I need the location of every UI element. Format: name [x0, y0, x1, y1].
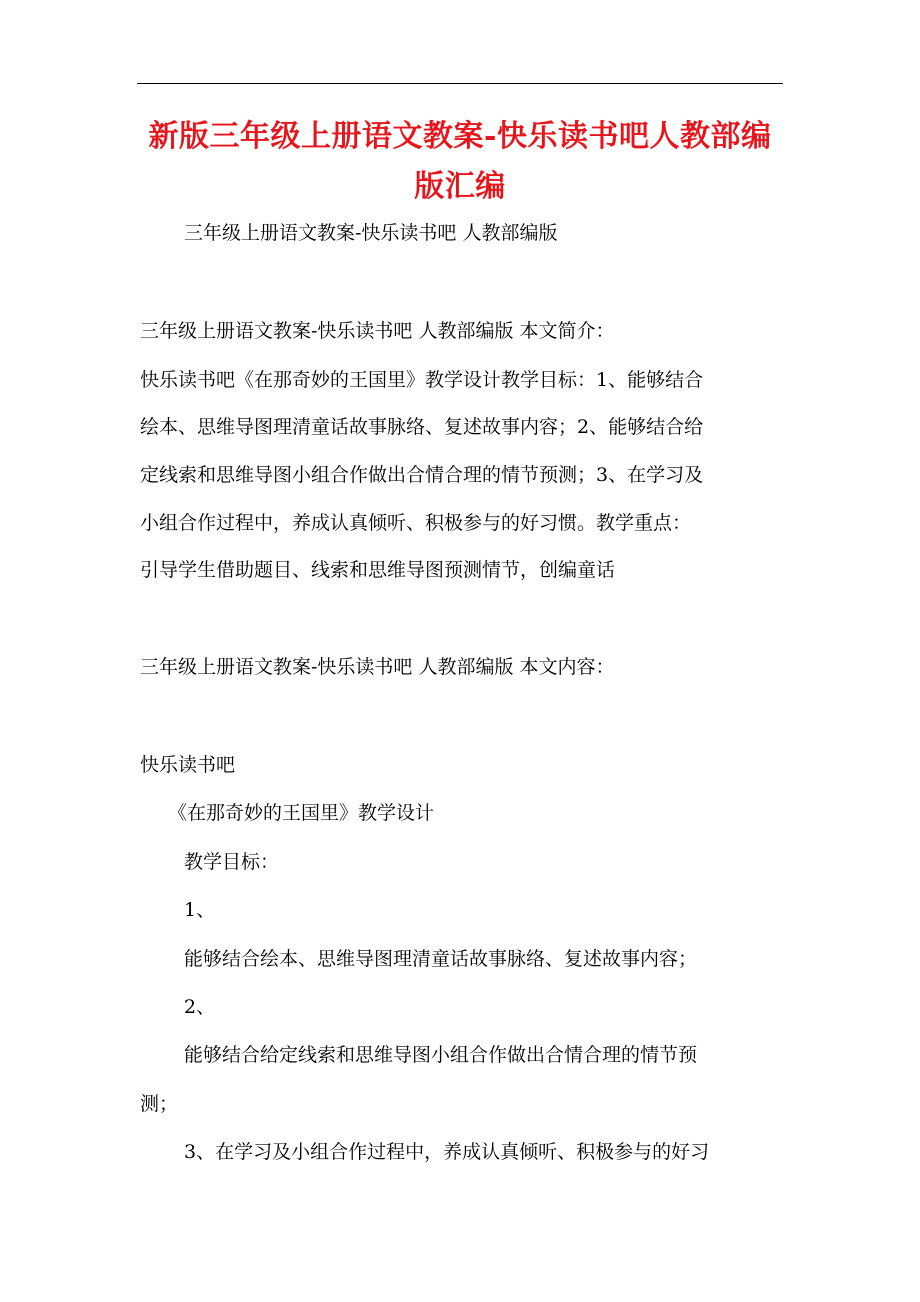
- objective-1-number: 1、: [184, 899, 216, 921]
- objective-2-text-continued: 测；: [140, 1093, 179, 1115]
- document-subtitle: 三年级上册语文教案-快乐读书吧 人教部编版: [184, 222, 558, 244]
- document-title-line-1: 新版三年级上册语文教案-快乐读书吧人教部编: [148, 119, 772, 154]
- document-title-line-2: 版汇编: [414, 169, 506, 204]
- content-heading: 三年级上册语文教案-快乐读书吧 人教部编版 本文内容：: [140, 656, 615, 678]
- lesson-title: 《在那奇妙的王国里》教学设计: [168, 802, 435, 824]
- objective-3-text: 3、在学习及小组合作过程中，养成认真倾听、积极参与的好习: [184, 1141, 710, 1163]
- header-rule: [137, 83, 783, 84]
- objective-2-number: 2、: [184, 996, 216, 1018]
- intro-line: 小组合作过程中，养成认真倾听、积极参与的好习惯。教学重点：: [140, 512, 692, 534]
- section-title: 快乐读书吧: [140, 754, 236, 776]
- intro-line: 快乐读书吧《在那奇妙的王国里》教学设计教学目标：1、能够结合: [140, 369, 704, 391]
- intro-line: 引导学生借助题目、线索和思维导图预测情节，创编童话: [140, 559, 616, 581]
- objective-1-text: 能够结合绘本、思维导图理清童话故事脉络、复述故事内容；: [184, 948, 698, 970]
- intro-line: 定线索和思维导图小组合作做出合情合理的情节预测；3、在学习及: [140, 464, 704, 486]
- intro-heading: 三年级上册语文教案-快乐读书吧 人教部编版 本文简介：: [140, 320, 615, 342]
- intro-line: 绘本、思维导图理清童话故事脉络、复述故事内容；2、能够结合给: [140, 416, 704, 438]
- objectives-label: 教学目标：: [184, 851, 280, 873]
- document-title: [137, 112, 783, 212]
- objective-2-text: 能够结合给定线索和思维导图小组合作做出合情合理的情节预: [184, 1044, 698, 1066]
